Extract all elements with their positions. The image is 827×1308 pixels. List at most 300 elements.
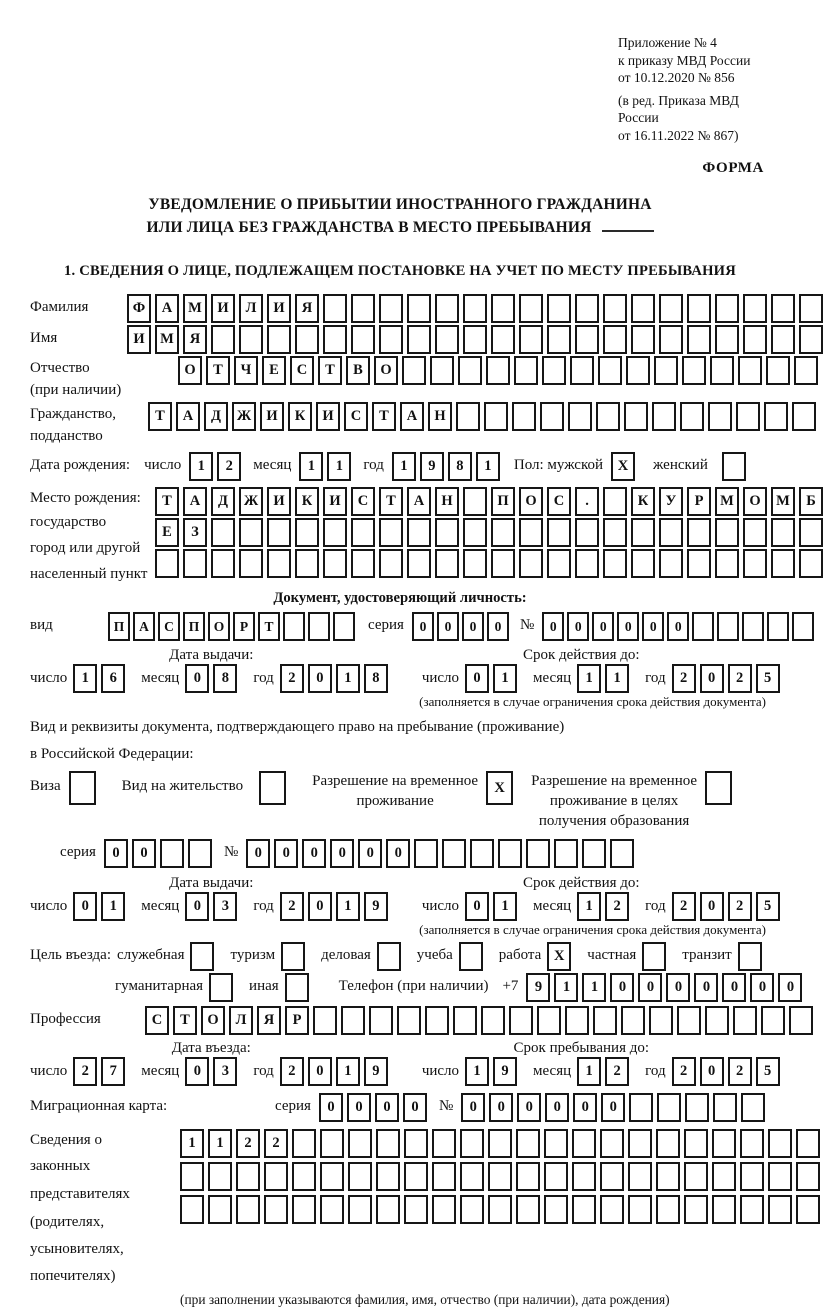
char-box[interactable]	[603, 325, 627, 354]
char-box[interactable]	[432, 1195, 456, 1224]
char-box[interactable]: 1	[327, 452, 351, 481]
char-box[interactable]: Н	[428, 402, 452, 431]
char-box[interactable]: М	[155, 325, 179, 354]
char-box[interactable]: 0	[319, 1093, 343, 1122]
char-box[interactable]: Л	[239, 294, 263, 323]
char-box[interactable]: 0	[567, 612, 589, 641]
char-box[interactable]	[460, 1129, 484, 1158]
char-box[interactable]: Т	[258, 612, 280, 641]
char-box[interactable]: 0	[638, 973, 662, 1002]
char-box[interactable]: 0	[722, 973, 746, 1002]
char-box[interactable]: Ч	[234, 356, 258, 385]
char-box[interactable]: 9	[420, 452, 444, 481]
char-box[interactable]	[743, 549, 767, 578]
char-box[interactable]	[376, 1195, 400, 1224]
char-box[interactable]	[544, 1162, 568, 1191]
char-box[interactable]	[792, 612, 814, 641]
char-box[interactable]: 1	[180, 1129, 204, 1158]
char-box[interactable]	[308, 612, 330, 641]
char-box[interactable]: 0	[246, 839, 270, 868]
char-box[interactable]	[509, 1006, 533, 1035]
char-box[interactable]	[554, 839, 578, 868]
char-box[interactable]	[547, 325, 571, 354]
char-box[interactable]	[463, 518, 487, 547]
char-box[interactable]	[544, 1195, 568, 1224]
char-box[interactable]	[738, 942, 762, 971]
char-box[interactable]: 0	[132, 839, 156, 868]
char-box[interactable]	[722, 452, 746, 481]
char-box[interactable]: X	[611, 452, 635, 481]
char-box[interactable]: М	[771, 487, 795, 516]
char-box[interactable]	[600, 1162, 624, 1191]
char-box[interactable]: Т	[318, 356, 342, 385]
char-box[interactable]: 0	[642, 612, 664, 641]
char-box[interactable]: 9	[526, 973, 550, 1002]
char-box[interactable]	[442, 839, 466, 868]
char-box[interactable]: 0	[694, 973, 718, 1002]
char-box[interactable]	[486, 356, 510, 385]
char-box[interactable]: 3	[213, 892, 237, 921]
char-box[interactable]	[259, 771, 286, 805]
char-box[interactable]	[435, 294, 459, 323]
char-box[interactable]	[516, 1129, 540, 1158]
char-box[interactable]	[603, 294, 627, 323]
char-box[interactable]	[713, 1093, 737, 1122]
char-box[interactable]: 0	[517, 1093, 541, 1122]
char-box[interactable]	[183, 549, 207, 578]
char-box[interactable]: 0	[308, 664, 332, 693]
char-box[interactable]: 2	[728, 664, 752, 693]
char-box[interactable]: Р	[233, 612, 255, 641]
char-box[interactable]: П	[183, 612, 205, 641]
char-box[interactable]	[659, 518, 683, 547]
char-box[interactable]: 8	[364, 664, 388, 693]
char-box[interactable]: Е	[155, 518, 179, 547]
char-box[interactable]	[323, 325, 347, 354]
char-box[interactable]: 0	[700, 892, 724, 921]
char-box[interactable]	[491, 518, 515, 547]
char-box[interactable]: С	[145, 1006, 169, 1035]
char-box[interactable]: 2	[236, 1129, 260, 1158]
char-box[interactable]	[687, 518, 711, 547]
char-box[interactable]	[430, 356, 454, 385]
char-box[interactable]: И	[316, 402, 340, 431]
char-box[interactable]	[684, 1129, 708, 1158]
char-box[interactable]	[740, 1129, 764, 1158]
char-box[interactable]: 0	[104, 839, 128, 868]
char-box[interactable]: О	[208, 612, 230, 641]
char-box[interactable]	[514, 356, 538, 385]
char-box[interactable]: 2	[605, 1057, 629, 1086]
char-box[interactable]: 9	[493, 1057, 517, 1086]
char-box[interactable]: С	[290, 356, 314, 385]
char-box[interactable]: 0	[617, 612, 639, 641]
char-box[interactable]	[687, 549, 711, 578]
char-box[interactable]: 0	[437, 612, 459, 641]
char-box[interactable]: П	[108, 612, 130, 641]
char-box[interactable]	[743, 294, 767, 323]
char-box[interactable]: 0	[573, 1093, 597, 1122]
char-box[interactable]	[313, 1006, 337, 1035]
char-box[interactable]	[160, 839, 184, 868]
char-box[interactable]	[628, 1162, 652, 1191]
char-box[interactable]	[766, 356, 790, 385]
char-box[interactable]	[351, 325, 375, 354]
char-box[interactable]: 2	[217, 452, 241, 481]
char-box[interactable]	[264, 1162, 288, 1191]
char-box[interactable]	[799, 518, 823, 547]
char-box[interactable]	[188, 839, 212, 868]
char-box[interactable]	[717, 612, 739, 641]
char-box[interactable]: .	[575, 487, 599, 516]
char-box[interactable]	[768, 1129, 792, 1158]
char-box[interactable]: 1	[392, 452, 416, 481]
char-box[interactable]	[516, 1195, 540, 1224]
char-box[interactable]: Е	[262, 356, 286, 385]
char-box[interactable]: 1	[582, 973, 606, 1002]
char-box[interactable]: 2	[672, 1057, 696, 1086]
char-box[interactable]: О	[743, 487, 767, 516]
char-box[interactable]: 0	[487, 612, 509, 641]
char-box[interactable]	[656, 1195, 680, 1224]
char-box[interactable]	[351, 549, 375, 578]
char-box[interactable]: О	[519, 487, 543, 516]
char-box[interactable]: Ж	[239, 487, 263, 516]
char-box[interactable]	[712, 1162, 736, 1191]
char-box[interactable]	[320, 1195, 344, 1224]
char-box[interactable]	[292, 1162, 316, 1191]
char-box[interactable]: И	[267, 487, 291, 516]
char-box[interactable]: 0	[330, 839, 354, 868]
char-box[interactable]	[572, 1129, 596, 1158]
char-box[interactable]	[407, 294, 431, 323]
char-box[interactable]	[682, 356, 706, 385]
char-box[interactable]: 9	[364, 1057, 388, 1086]
char-box[interactable]: Т	[155, 487, 179, 516]
char-box[interactable]	[656, 1129, 680, 1158]
char-box[interactable]	[459, 942, 483, 971]
char-box[interactable]	[519, 549, 543, 578]
char-box[interactable]: 7	[101, 1057, 125, 1086]
char-box[interactable]	[659, 549, 683, 578]
char-box[interactable]	[761, 1006, 785, 1035]
char-box[interactable]	[565, 1006, 589, 1035]
char-box[interactable]	[603, 487, 627, 516]
char-box[interactable]	[715, 518, 739, 547]
char-box[interactable]: Я	[257, 1006, 281, 1035]
char-box[interactable]: Т	[372, 402, 396, 431]
char-box[interactable]	[741, 1093, 765, 1122]
char-box[interactable]	[379, 325, 403, 354]
char-box[interactable]	[435, 325, 459, 354]
char-box[interactable]	[796, 1195, 820, 1224]
char-box[interactable]: 2	[728, 892, 752, 921]
char-box[interactable]	[733, 1006, 757, 1035]
char-box[interactable]: 0	[601, 1093, 625, 1122]
char-box[interactable]	[789, 1006, 813, 1035]
char-box[interactable]: И	[267, 294, 291, 323]
char-box[interactable]: Т	[173, 1006, 197, 1035]
char-box[interactable]: 5	[756, 664, 780, 693]
char-box[interactable]	[460, 1162, 484, 1191]
char-box[interactable]	[705, 1006, 729, 1035]
char-box[interactable]: К	[631, 487, 655, 516]
char-box[interactable]: Ф	[127, 294, 151, 323]
char-box[interactable]	[460, 1195, 484, 1224]
char-box[interactable]	[407, 518, 431, 547]
char-box[interactable]: 0	[386, 839, 410, 868]
char-box[interactable]: 0	[700, 1057, 724, 1086]
char-box[interactable]	[211, 549, 235, 578]
char-box[interactable]	[649, 1006, 673, 1035]
char-box[interactable]	[239, 518, 263, 547]
char-box[interactable]	[715, 325, 739, 354]
char-box[interactable]: 5	[756, 1057, 780, 1086]
char-box[interactable]: 0	[465, 664, 489, 693]
char-box[interactable]	[796, 1129, 820, 1158]
char-box[interactable]	[659, 325, 683, 354]
char-box[interactable]	[771, 325, 795, 354]
char-box[interactable]: 0	[610, 973, 634, 1002]
char-box[interactable]: П	[491, 487, 515, 516]
char-box[interactable]: 0	[375, 1093, 399, 1122]
char-box[interactable]	[799, 294, 823, 323]
char-box[interactable]	[687, 294, 711, 323]
char-box[interactable]: 8	[213, 664, 237, 693]
char-box[interactable]	[323, 518, 347, 547]
char-box[interactable]	[799, 325, 823, 354]
char-box[interactable]: А	[176, 402, 200, 431]
char-box[interactable]: А	[133, 612, 155, 641]
char-box[interactable]	[526, 839, 550, 868]
char-box[interactable]: 0	[666, 973, 690, 1002]
char-box[interactable]	[575, 518, 599, 547]
char-box[interactable]	[404, 1129, 428, 1158]
char-box[interactable]: 0	[412, 612, 434, 641]
char-box[interactable]	[547, 549, 571, 578]
char-box[interactable]: 2	[280, 892, 304, 921]
char-box[interactable]: И	[323, 487, 347, 516]
char-box[interactable]: 0	[542, 612, 564, 641]
char-box[interactable]	[323, 294, 347, 323]
char-box[interactable]	[519, 294, 543, 323]
char-box[interactable]: 0	[462, 612, 484, 641]
char-box[interactable]: Т	[379, 487, 403, 516]
char-box[interactable]	[712, 1195, 736, 1224]
char-box[interactable]	[341, 1006, 365, 1035]
char-box[interactable]	[155, 549, 179, 578]
char-box[interactable]	[572, 1195, 596, 1224]
char-box[interactable]	[512, 402, 536, 431]
char-box[interactable]: 0	[778, 973, 802, 1002]
char-box[interactable]	[267, 325, 291, 354]
char-box[interactable]	[180, 1162, 204, 1191]
char-box[interactable]: С	[547, 487, 571, 516]
char-box[interactable]: А	[155, 294, 179, 323]
char-box[interactable]	[572, 1162, 596, 1191]
char-box[interactable]: С	[344, 402, 368, 431]
char-box[interactable]: 2	[73, 1057, 97, 1086]
char-box[interactable]	[379, 294, 403, 323]
char-box[interactable]	[432, 1162, 456, 1191]
char-box[interactable]: 1	[73, 664, 97, 693]
char-box[interactable]: 2	[605, 892, 629, 921]
char-box[interactable]: 1	[101, 892, 125, 921]
char-box[interactable]: 0	[545, 1093, 569, 1122]
char-box[interactable]: Р	[687, 487, 711, 516]
char-box[interactable]: Л	[229, 1006, 253, 1035]
char-box[interactable]: С	[351, 487, 375, 516]
char-box[interactable]	[470, 839, 494, 868]
char-box[interactable]	[208, 1195, 232, 1224]
char-box[interactable]	[488, 1162, 512, 1191]
char-box[interactable]: К	[295, 487, 319, 516]
char-box[interactable]	[320, 1162, 344, 1191]
char-box[interactable]	[404, 1195, 428, 1224]
char-box[interactable]	[180, 1195, 204, 1224]
char-box[interactable]	[547, 518, 571, 547]
char-box[interactable]: 0	[185, 892, 209, 921]
char-box[interactable]	[456, 402, 480, 431]
char-box[interactable]	[768, 1195, 792, 1224]
char-box[interactable]	[575, 294, 599, 323]
char-box[interactable]	[740, 1162, 764, 1191]
char-box[interactable]: 0	[465, 892, 489, 921]
char-box[interactable]	[295, 518, 319, 547]
char-box[interactable]: 1	[554, 973, 578, 1002]
char-box[interactable]: 0	[489, 1093, 513, 1122]
char-box[interactable]: 1	[336, 664, 360, 693]
char-box[interactable]	[771, 549, 795, 578]
char-box[interactable]	[283, 612, 305, 641]
char-box[interactable]	[292, 1129, 316, 1158]
char-box[interactable]: 1	[465, 1057, 489, 1086]
char-box[interactable]: 2	[672, 664, 696, 693]
char-box[interactable]	[544, 1129, 568, 1158]
char-box[interactable]	[348, 1195, 372, 1224]
char-box[interactable]: Б	[799, 487, 823, 516]
char-box[interactable]	[742, 612, 764, 641]
char-box[interactable]	[516, 1162, 540, 1191]
char-box[interactable]	[743, 518, 767, 547]
char-box[interactable]	[402, 356, 426, 385]
char-box[interactable]: 5	[756, 892, 780, 921]
char-box[interactable]	[771, 518, 795, 547]
char-box[interactable]: 1	[493, 664, 517, 693]
char-box[interactable]	[239, 325, 263, 354]
char-box[interactable]: 1	[299, 452, 323, 481]
char-box[interactable]	[540, 402, 564, 431]
char-box[interactable]	[407, 549, 431, 578]
char-box[interactable]	[481, 1006, 505, 1035]
char-box[interactable]: 8	[448, 452, 472, 481]
char-box[interactable]	[610, 839, 634, 868]
char-box[interactable]	[575, 549, 599, 578]
char-box[interactable]: 0	[347, 1093, 371, 1122]
char-box[interactable]	[740, 1195, 764, 1224]
char-box[interactable]: С	[158, 612, 180, 641]
char-box[interactable]: А	[400, 402, 424, 431]
char-box[interactable]	[211, 518, 235, 547]
char-box[interactable]	[796, 1162, 820, 1191]
char-box[interactable]	[281, 942, 305, 971]
char-box[interactable]: В	[346, 356, 370, 385]
char-box[interactable]: И	[211, 294, 235, 323]
char-box[interactable]: 2	[672, 892, 696, 921]
char-box[interactable]	[677, 1006, 701, 1035]
char-box[interactable]	[463, 549, 487, 578]
char-box[interactable]	[593, 1006, 617, 1035]
char-box[interactable]: Я	[183, 325, 207, 354]
char-box[interactable]	[484, 402, 508, 431]
char-box[interactable]	[738, 356, 762, 385]
char-box[interactable]: Н	[435, 487, 459, 516]
char-box[interactable]	[377, 942, 401, 971]
char-box[interactable]: А	[407, 487, 431, 516]
char-box[interactable]	[659, 294, 683, 323]
char-box[interactable]	[435, 549, 459, 578]
char-box[interactable]	[631, 549, 655, 578]
char-box[interactable]	[211, 325, 235, 354]
char-box[interactable]	[794, 356, 818, 385]
char-box[interactable]: 6	[101, 664, 125, 693]
char-box[interactable]	[376, 1162, 400, 1191]
char-box[interactable]: 1	[336, 892, 360, 921]
char-box[interactable]	[285, 973, 309, 1002]
char-box[interactable]: 0	[358, 839, 382, 868]
char-box[interactable]	[771, 294, 795, 323]
char-box[interactable]: 9	[364, 892, 388, 921]
char-box[interactable]: 1	[493, 892, 517, 921]
char-box[interactable]	[208, 1162, 232, 1191]
char-box[interactable]	[295, 325, 319, 354]
char-box[interactable]: Я	[295, 294, 319, 323]
char-box[interactable]	[239, 549, 263, 578]
char-box[interactable]: 0	[403, 1093, 427, 1122]
char-box[interactable]: К	[288, 402, 312, 431]
char-box[interactable]: 2	[264, 1129, 288, 1158]
char-box[interactable]	[519, 518, 543, 547]
char-box[interactable]: 1	[208, 1129, 232, 1158]
char-box[interactable]	[656, 1162, 680, 1191]
char-box[interactable]	[379, 518, 403, 547]
char-box[interactable]	[458, 356, 482, 385]
char-box[interactable]: 0	[185, 664, 209, 693]
char-box[interactable]: Д	[204, 402, 228, 431]
char-box[interactable]: Ж	[232, 402, 256, 431]
char-box[interactable]	[369, 1006, 393, 1035]
char-box[interactable]	[628, 1129, 652, 1158]
char-box[interactable]: М	[183, 294, 207, 323]
char-box[interactable]	[652, 402, 676, 431]
char-box[interactable]: И	[127, 325, 151, 354]
char-box[interactable]	[488, 1195, 512, 1224]
char-box[interactable]: 1	[577, 892, 601, 921]
char-box[interactable]: О	[178, 356, 202, 385]
char-box[interactable]	[768, 1162, 792, 1191]
char-box[interactable]	[407, 325, 431, 354]
char-box[interactable]: 2	[728, 1057, 752, 1086]
char-box[interactable]	[767, 612, 789, 641]
char-box[interactable]	[351, 294, 375, 323]
char-box[interactable]	[351, 518, 375, 547]
char-box[interactable]	[715, 549, 739, 578]
char-box[interactable]	[379, 549, 403, 578]
char-box[interactable]: 2	[280, 1057, 304, 1086]
char-box[interactable]: Р	[285, 1006, 309, 1035]
char-box[interactable]: 2	[280, 664, 304, 693]
char-box[interactable]	[397, 1006, 421, 1035]
